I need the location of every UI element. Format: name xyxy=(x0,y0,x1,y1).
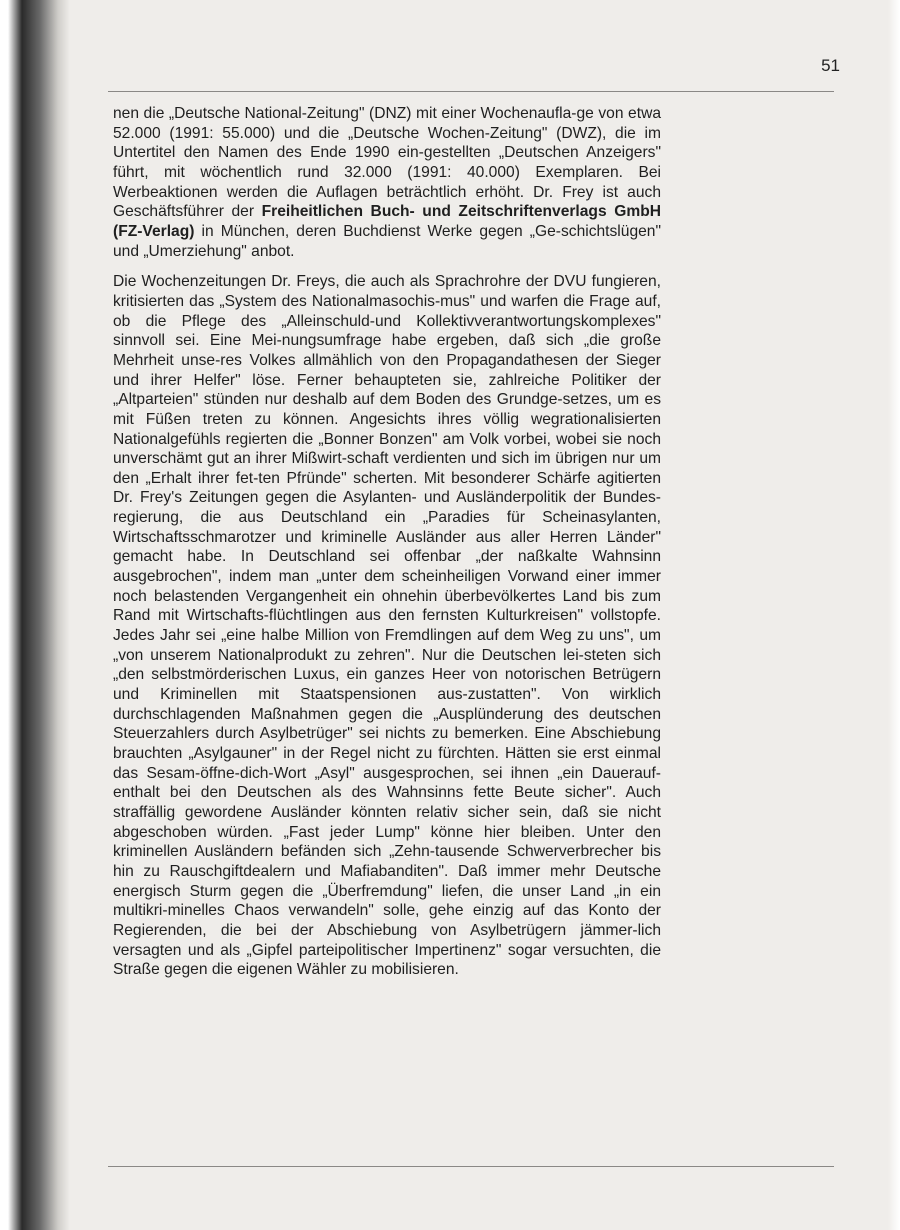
page-edge xyxy=(888,0,900,1230)
footer-rule xyxy=(108,1166,834,1167)
paragraph-1-text-end: in München, deren Buchdienst Werke gegen „Ge-schichtslügen" und „Umerziehung" anbot. xyxy=(113,222,661,260)
publisher-name-bold: Freiheitlichen Buch- und Zeitschriftenverlags GmbH (FZ-Verlag) xyxy=(113,203,661,240)
paragraph-1-text-start: nen die „Deutsche National-Zeitung" (DNZ) mit einer Wochenaufla-ge von etwa 52.000 (1991: 55.000) und die „Deutsche Wochen-Zeitung" (DWZ), die im Untertitel den Namen des Ende 1990 ein-gestellten „Deutschen Anzeigers" führt, mit wöchentlich rund 32.000 (1991: 40.000) Exemplaren. Bei Werbeaktionen werden die Auflagen beträchtlich erhöht. Dr. Frey ist auch Geschäftsführer der xyxy=(113,105,661,221)
page-number: 51 xyxy=(821,56,840,75)
body-text xyxy=(113,104,661,980)
paragraph-1 xyxy=(113,104,661,261)
header-rule xyxy=(108,91,834,92)
paragraph-2: Die Wochenzeitungen Dr. Freys, die auch als Sprachrohre der DVU fungieren, kritisierten das „System des Nationalmasochis-mus" und warfen die Frage auf, ob die Pflege des „Alleinschuld-und Kollektivverantwortungskomplexes" sinnvoll sei. Eine Mei-nungsumfrage habe ergeben, daß sich „die große Mehrheit unse-res Volkes allmählich von den Propagandathesen der Sieger und ihrer Helfer" löse. Ferner behaupteten sie, zahlreiche Politiker der „Altparteien" stünden nur deshalb auf dem Boden des Grundge-setzes, um es mit Füßen treten zu können. Angesichts ihres völlig wegrationalisierten Nationalgefühls regierten die „Bonner Bonzen" am Volk vorbei, wobei sie noch unverschämt gut an ihrer Mißwirt-schaft verdienten und sich im übrigen nur um den „Erhalt ihrer fet-ten Pfründe" scherten. Mit besonderer Schärfe agitierten Dr. Frey's Zeitungen gegen die Asylanten- und Ausländerpolitik der Bundes-regierung, die aus Deutschland ein „Paradies für Scheinasylanten, Wirtschaftsschmarotzer und kriminelle Ausländer aus aller Herren Länder" gemacht habe. In Deutschland sei offenbar „der naßkalte Wahnsinn ausgebrochen", indem man „unter dem scheinheiligen Vorwand einer immer noch belastenden Vergangenheit ein ohnehin überbevölkertes Land bis zum Rand mit Wirtschafts-flüchtlingen aus den fernsten Kulturkreisen" vollstopfe. Jedes Jahr sei „eine halbe Million von Fremdlingen auf dem Weg zu uns", um „von unserem Nationalprodukt zu zehren". Nur die Deutschen lei-steten sich „den selbstmörderischen Luxus, ein ganzes Heer von notorischen Betrügern und Kriminellen mit Staatspensionen aus-zustatten". Von wirklich durchschlagenden Maßnahmen gegen die „Ausplünderung des deutschen Steuerzahlers durch Asylbetrüger" sei nichts zu bemerken. Eine Abschiebung brauchten „Asylgauner" in der Regel nicht zu fürchten. Hätten sie erst einmal das Sesam-öffne-dich-Wort „Asyl" ausgesprochen, sei ihnen „ein Dauerauf-enthalt bei den Deutschen als des Wahnsinns fette Beute sicher". Auch straffällig gewordene Ausländer könnten relativ sicher sein, daß sie nicht abgeschoben würden. „Fast jeder Lump" könne hier bleiben. Unter den kriminellen Ausländern befänden sich „Zehn-tausende Schwerverbrecher bis hin zu Rauschgiftdealern und Mafiabanditen". Daß immer mehr Deutsche energisch Sturm gegen die „Überfremdung" liefen, die unser Land „in ein multikri-minelles Chaos verwandeln" solle, gehe einzig auf das Konto der Regierenden, die bei der Abschiebung von Asylbetrügern jämmer-lich versagten und als „Gipfel parteipolitischer Impertinenz" sogar versuchten, die Straße gegen die eigenen Wähler zu mobilisieren. xyxy=(113,273,661,979)
book-binding-shadow xyxy=(0,0,70,1230)
